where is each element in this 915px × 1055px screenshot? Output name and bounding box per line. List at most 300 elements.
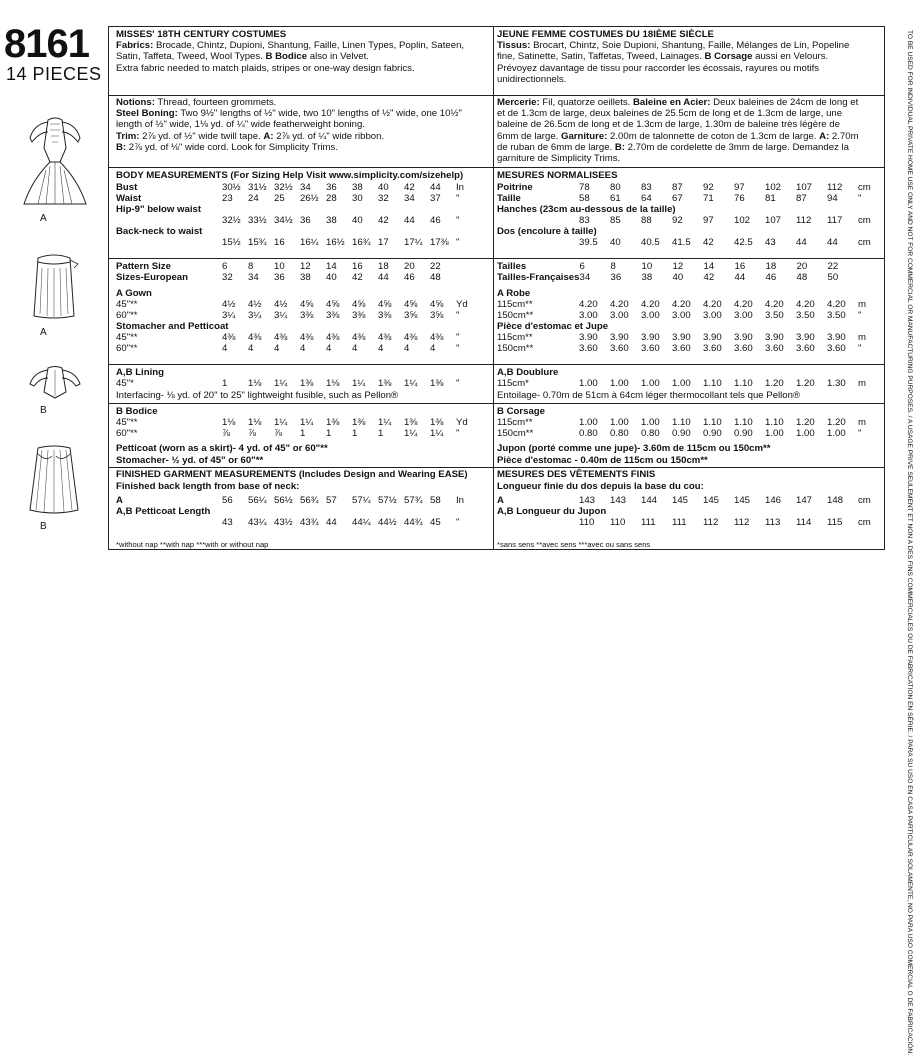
cell-value: 80	[610, 182, 621, 193]
cell-value: 4.20	[672, 299, 691, 310]
mercerie-b-label: B:	[614, 141, 625, 153]
rule	[108, 403, 493, 404]
cell-value: 1⅜	[352, 417, 366, 428]
cell-value: 3.60	[765, 343, 784, 354]
english-sizes-table	[116, 261, 456, 283]
french-title: JEUNE FEMME COSTUMES DU 18IÈME SIÈCLE	[497, 29, 714, 40]
cell-value: 43	[765, 237, 776, 248]
cell-value: 18	[378, 261, 389, 272]
table-row	[497, 226, 876, 237]
cell-value: 34	[248, 272, 259, 283]
unit-label: "	[456, 215, 460, 226]
table-row	[497, 237, 876, 248]
cell-value: 83	[641, 182, 652, 193]
cell-value: 76	[734, 193, 745, 204]
cell-value: 4⅝	[352, 299, 366, 310]
cell-value: 12	[300, 261, 311, 272]
cell-value: 58	[579, 193, 590, 204]
cell-value: 42	[378, 215, 389, 226]
table-row	[497, 310, 876, 321]
divider-middle	[493, 26, 494, 550]
cell-value: 4⅜	[222, 332, 236, 343]
cell-value: 1¼	[300, 417, 314, 428]
cell-value: 3.90	[672, 332, 691, 343]
pieces-count: 14 PIECES	[6, 64, 102, 84]
baleine-label: Baleine en Acier:	[633, 97, 711, 108]
cell-value: 56¾	[300, 495, 319, 506]
cell-value: 44	[378, 272, 389, 283]
unit-label: "	[456, 193, 460, 204]
gown-a-front-figure	[10, 110, 100, 210]
cell-value: 42	[703, 237, 714, 248]
rule	[493, 95, 884, 96]
rule	[108, 258, 493, 259]
cell-value: 4⅜	[430, 332, 444, 343]
table-row	[116, 495, 476, 506]
cell-value: 1¼	[404, 378, 418, 389]
cell-value: 3¼	[248, 310, 262, 321]
cell-value: 46	[765, 272, 777, 283]
table-row	[116, 288, 476, 299]
cell-value: 3.90	[641, 332, 660, 343]
cell-value: 42.5	[734, 237, 753, 248]
cell-value: 20	[796, 261, 808, 272]
cell-value: 43½	[274, 517, 293, 528]
cell-value: 48	[796, 272, 808, 283]
cell-value: 32½	[222, 215, 241, 226]
cell-value: 31½	[248, 182, 267, 193]
cell-value: 14	[703, 261, 715, 272]
tissus-label: Tissus:	[497, 40, 531, 52]
cell-value: 1.10	[734, 378, 753, 389]
table-row	[116, 261, 456, 272]
table-row	[116, 237, 476, 248]
cell-value: 1⅛	[326, 378, 340, 389]
french-fabrics-block	[497, 29, 881, 85]
unit-label: m	[858, 417, 866, 428]
cell-value: 4	[430, 343, 436, 354]
cell-value: 1.10	[703, 417, 722, 428]
french-lining-table	[497, 367, 876, 389]
pattern-number: 8161	[4, 22, 89, 66]
fabrics-text: Satin, Taffeta, Tweed, Wool Types.	[116, 51, 266, 63]
row-label	[116, 237, 222, 248]
trim-text: 2⅞ yd. of ⅛" wide cord. Look for Simplicity Trims.	[126, 141, 339, 153]
cell-value: 32	[378, 193, 389, 204]
cell-value: 1⅛	[248, 417, 262, 428]
cell-value: 107	[765, 215, 782, 226]
cell-value: 42	[703, 272, 715, 283]
cell-value: 40	[610, 237, 621, 248]
piece-estomac-note: Pièce d'estomac - 0.40m de 115cm ou 150cm**	[497, 455, 708, 466]
cell-value: 0.90	[703, 428, 722, 439]
cell-value: 3.60	[579, 343, 598, 354]
cell-value: 67	[672, 193, 683, 204]
row-label: Tailles	[497, 261, 527, 272]
cell-value: 36	[274, 272, 285, 283]
trim-label: Trim:	[116, 130, 140, 142]
cell-value: 17⅜	[430, 237, 449, 248]
cell-value: 3⅝	[430, 310, 444, 321]
row-label: A,B Petticoat Length	[116, 506, 211, 517]
cell-value: 6	[579, 261, 585, 272]
table-row	[116, 310, 476, 321]
cell-value: 48	[430, 272, 441, 283]
row-label: 60"**	[116, 310, 138, 321]
cell-value: 1	[378, 428, 384, 439]
cell-value: 3.00	[672, 310, 691, 321]
cell-value: 1.00	[672, 378, 691, 389]
cell-value: 112	[703, 517, 719, 528]
row-label	[116, 517, 222, 528]
cell-value: 1.30	[827, 378, 846, 389]
row-label: Tailles-Françaises	[497, 272, 580, 283]
unit-label: "	[456, 517, 460, 528]
mercerie-text: Fil, quatorze oeillets.	[539, 97, 633, 108]
cell-value: 88	[641, 215, 652, 226]
cell-value: 3.60	[734, 343, 753, 354]
row-label: 150cm**	[497, 428, 534, 439]
cell-value: 38	[300, 272, 311, 283]
mercerie-text: 6mm de large.	[497, 130, 561, 142]
top-rule	[108, 26, 884, 27]
cell-value: 1¼	[274, 378, 288, 389]
cell-value: 1.20	[765, 378, 784, 389]
cell-value: 4	[222, 343, 228, 354]
table-row	[116, 272, 456, 283]
cell-value: 0.80	[610, 428, 629, 439]
table-row	[116, 332, 476, 343]
table-row	[497, 272, 858, 283]
table-row	[116, 299, 476, 310]
cell-value: 43¾	[300, 517, 319, 528]
cell-value: 57	[326, 495, 337, 506]
table-row	[116, 343, 476, 354]
cell-value: 46	[430, 215, 441, 226]
cell-value: 40	[378, 182, 389, 193]
cell-value: 32	[222, 272, 233, 283]
notions-label: Notions:	[116, 97, 155, 108]
cell-value: 3⅜	[378, 310, 392, 321]
cell-value: 1.00	[641, 417, 660, 428]
row-label: A,B Lining	[116, 367, 164, 378]
row-label	[497, 237, 579, 248]
table-row	[497, 517, 876, 528]
cell-value: 3.00	[579, 310, 598, 321]
unit-label: "	[858, 343, 862, 354]
unit-label: m	[858, 332, 866, 343]
cell-value: 1⅜	[326, 417, 340, 428]
cell-value: 1.00	[827, 428, 846, 439]
cell-value: 111	[641, 517, 656, 528]
table-row	[116, 517, 476, 528]
cell-value: 92	[703, 182, 714, 193]
mercerie-label: Mercerie:	[497, 97, 540, 108]
cell-value: 14	[326, 261, 337, 272]
bottom-rule	[108, 549, 884, 550]
mercerie-text: baleine de 26.5cm de long et de 1.3cm de large, 1.30m de baleine très légère de	[497, 119, 840, 131]
cell-value: 4.20	[641, 299, 660, 310]
unit-label: "	[858, 310, 862, 321]
mercerie-text: 2.70m	[829, 130, 859, 142]
cell-value: 3.00	[734, 310, 753, 321]
french-sizes-table	[497, 261, 858, 283]
mercerie-text: 2.00m de talonnette de coton de 1.3cm de large.	[607, 130, 820, 142]
cell-value: 1.00	[796, 428, 815, 439]
cell-value: 1⅛	[222, 417, 236, 428]
cell-value: 87	[672, 182, 683, 193]
cell-value: 45	[430, 517, 441, 528]
french-body-title: MESURES NORMALISEES	[497, 170, 618, 181]
cell-value: 36	[326, 182, 337, 193]
tissus-text: unidirectionnels.	[497, 73, 567, 85]
cell-value: 44	[404, 215, 415, 226]
cell-value: 34½	[274, 215, 293, 226]
row-label: 60"**	[116, 428, 138, 439]
cell-value: 3⅜	[300, 310, 314, 321]
tissus-text: fine, Satinette, Satin, Taffetas, Tweed, Lainages.	[497, 51, 705, 63]
cell-value: ⅞	[222, 428, 231, 439]
row-label: 115cm*	[497, 378, 529, 389]
cell-value: 34	[300, 182, 311, 193]
cell-value: 1⅜	[378, 378, 392, 389]
row-label: Taille	[497, 193, 521, 204]
fabrics-text: also in Velvet.	[307, 51, 369, 63]
cell-value: 22	[430, 261, 441, 272]
cell-value: 1.20	[827, 417, 846, 428]
cell-value: 4⅜	[248, 332, 262, 343]
cell-value: 4⅜	[378, 332, 392, 343]
unit-label: "	[456, 428, 460, 439]
cell-value: 44	[827, 237, 838, 248]
table-row	[116, 182, 476, 193]
cell-value: 8	[610, 261, 616, 272]
cell-value: 112	[827, 182, 843, 193]
cell-value: 41.5	[672, 237, 691, 248]
cell-value: 1	[222, 378, 228, 389]
cell-value: 1.10	[734, 417, 753, 428]
table-row	[497, 321, 876, 332]
mercerie-text: et de 1.3cm de large, deux baleines de 25.5cm de long et de 1.3cm de large, une	[497, 108, 843, 120]
cell-value: 1.10	[765, 417, 784, 428]
entoilage-text	[497, 390, 800, 401]
english-title: MISSES' 18TH CENTURY COSTUMES	[116, 29, 287, 40]
cell-value: 4⅝	[300, 299, 314, 310]
table-row	[497, 367, 876, 378]
table-row	[497, 299, 876, 310]
cell-value: 4	[300, 343, 306, 354]
cell-value: 20	[404, 261, 415, 272]
unit-label: cm	[858, 237, 871, 248]
cell-value: 4.20	[610, 299, 629, 310]
french-mercerie-block	[497, 97, 881, 164]
cell-value: 34	[404, 193, 415, 204]
cell-value: 40	[352, 215, 363, 226]
cell-value: 145	[703, 495, 720, 506]
cell-value: 56½	[274, 495, 293, 506]
cell-value: 3.00	[641, 310, 660, 321]
row-label: 150cm**	[497, 310, 534, 321]
cell-value: 16½	[326, 237, 345, 248]
cell-value: 71	[703, 193, 714, 204]
figure-label: B	[40, 521, 47, 532]
english-notions-block	[116, 97, 488, 153]
table-row	[116, 215, 476, 226]
cell-value: 36	[300, 215, 311, 226]
row-label: Pièce d'estomac et Jupe	[497, 321, 609, 332]
table-row	[116, 417, 476, 428]
english-bodice-table	[116, 406, 476, 439]
cell-value: 3.90	[827, 332, 846, 343]
unit-label: cm	[858, 182, 871, 193]
unit-label: "	[456, 378, 460, 389]
cell-value: 10	[274, 261, 285, 272]
unit-label: In	[456, 182, 465, 193]
row-label: Hanches (23cm au-dessous de la taille)	[497, 204, 676, 215]
cell-value: 1⅛	[248, 378, 262, 389]
cell-value: 1⅜	[430, 417, 444, 428]
table-row	[497, 215, 876, 226]
cell-value: 1¼	[378, 417, 392, 428]
cell-value: 4	[404, 343, 410, 354]
cell-value: 4	[352, 343, 358, 354]
unit-label: cm	[858, 495, 871, 506]
body-measurements-title: BODY MEASUREMENTS (For Sizing Help Visit www.simplicity.com/sizehelp)	[116, 170, 464, 181]
cell-value: 117	[827, 215, 843, 226]
cell-value: 110	[610, 517, 626, 528]
cell-value: 4⅝	[378, 299, 392, 310]
cell-value: 46	[404, 272, 415, 283]
jupon-note: Jupon (porté comme une jupe)- 3.60m de 115cm ou 150cm**	[497, 443, 771, 454]
figure-label: A	[40, 327, 47, 338]
english-garment-table	[116, 495, 476, 528]
table-row	[116, 378, 476, 389]
row-label: Poitrine	[497, 182, 533, 193]
divider-right	[884, 26, 885, 550]
french-back-length-label: Longueur finie du dos depuis la base du cou:	[497, 481, 704, 492]
cell-value: 24	[248, 193, 259, 204]
unit-label: "	[456, 310, 460, 321]
mercerie-text: garniture de Simplicity Trims.	[497, 153, 621, 165]
fabrics-text: Brocade, Chintz, Dupioni, Shantung, Faille, Linen Types, Poplin, Sateen,	[153, 40, 465, 52]
rule	[108, 364, 493, 365]
cell-value: 3.60	[703, 343, 722, 354]
row-label: A,B Doublure	[497, 367, 559, 378]
cell-value: 57¼	[352, 495, 371, 506]
cell-value: 23	[222, 193, 233, 204]
cell-value: 146	[765, 495, 782, 506]
cell-value: 3.60	[610, 343, 629, 354]
unit-label: "	[858, 193, 862, 204]
cell-value: 3.00	[610, 310, 629, 321]
bodice-b-figure	[20, 362, 90, 400]
cell-value: 97	[703, 215, 714, 226]
cell-value: 4⅜	[326, 332, 340, 343]
unit-label: In	[456, 495, 465, 506]
cell-value: 3¼	[274, 310, 288, 321]
cell-value: 4.20	[579, 299, 598, 310]
cell-value: 64	[641, 193, 652, 204]
row-label: Hip-9" below waist	[116, 204, 202, 215]
cell-value: 43¼	[248, 517, 267, 528]
cell-value: 37	[430, 193, 441, 204]
cell-value: 83	[579, 215, 590, 226]
cell-value: 16¼	[300, 237, 319, 248]
petticoat-a-figure	[24, 248, 84, 322]
cell-value: 3.60	[641, 343, 660, 354]
cell-value: 6	[222, 261, 228, 272]
cell-value: 57¾	[404, 495, 423, 506]
cell-value: 42	[404, 182, 415, 193]
cell-value: 4⅜	[274, 332, 288, 343]
cell-value: 4.20	[765, 299, 784, 310]
cell-value: 102	[734, 215, 751, 226]
cell-value: 112	[734, 517, 750, 528]
cell-value: 61	[610, 193, 621, 204]
cell-value: 17¼	[404, 237, 423, 248]
row-label: A,B Longueur du Jupon	[497, 506, 607, 517]
unit-label: Yd	[456, 417, 468, 428]
table-row	[497, 495, 876, 506]
table-row	[116, 428, 476, 439]
petticoat-note: Petticoat (worn as a skirt)- 4 yd. of 45" or 60"**	[116, 443, 328, 454]
table-row	[497, 343, 876, 354]
cell-value: 38	[326, 215, 337, 226]
row-label: Sizes-European	[116, 272, 188, 283]
cell-value: 1.20	[796, 378, 815, 389]
cell-value: 1¼	[404, 428, 418, 439]
cell-value: 4.20	[827, 299, 846, 310]
rule	[493, 467, 884, 468]
cell-value: 17	[378, 237, 389, 248]
cell-value: 113	[765, 517, 781, 528]
cell-value: 16¾	[352, 237, 371, 248]
cell-value: 1.00	[641, 378, 660, 389]
usage-disclaimer-sidebar	[904, 30, 914, 1055]
table-row	[116, 321, 476, 332]
table-row	[497, 332, 876, 343]
cell-value: 4½	[222, 299, 236, 310]
mercerie-text: Deux baleines de 24cm de long et	[710, 97, 859, 108]
cell-value: 56¼	[248, 495, 267, 506]
row-label: B Corsage	[497, 406, 545, 417]
cell-value: 0.80	[641, 428, 660, 439]
cell-value: 1¼	[430, 428, 444, 439]
row-label: 45"**	[116, 417, 138, 428]
finished-garment-title: FINISHED GARMENT MEASUREMENTS (Includes Design and Wearing EASE)	[116, 469, 468, 480]
row-label	[497, 215, 579, 226]
cell-value: 4	[326, 343, 332, 354]
french-garment-title: MESURES DES VÊTEMENTS FINIS	[497, 469, 656, 480]
cell-value: 1	[326, 428, 332, 439]
cell-value: 34	[579, 272, 591, 283]
cell-value: 107	[796, 182, 813, 193]
cell-value: 3⅜	[352, 310, 366, 321]
table-row	[116, 367, 476, 378]
cell-value: 28	[326, 193, 337, 204]
cell-value: 1.00	[610, 417, 629, 428]
french-garment-table	[497, 495, 876, 528]
row-label: 45"**	[116, 299, 138, 310]
rule	[493, 364, 884, 365]
row-label: 60"**	[116, 343, 138, 354]
tissus-text: Prévoyez davantage de tissu pour raccorder les écossais, rayures ou motifs	[497, 62, 820, 74]
cell-value: 3¼	[222, 310, 236, 321]
english-fabrics-block	[116, 29, 488, 74]
cell-value: 3.50	[827, 310, 846, 321]
row-label: 115cm**	[497, 332, 533, 343]
table-row	[497, 261, 858, 272]
